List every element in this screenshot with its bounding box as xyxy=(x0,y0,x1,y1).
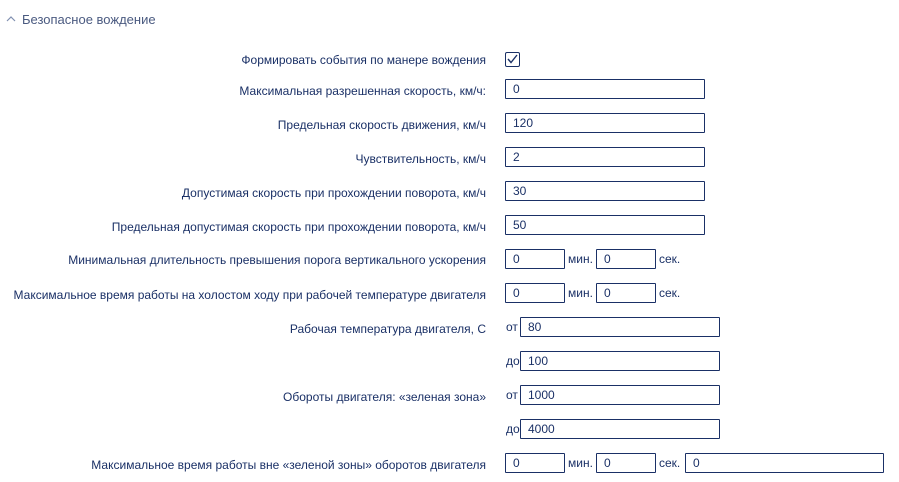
engine-temp-to-input[interactable] xyxy=(520,351,720,371)
sec-unit-label: сек. xyxy=(659,286,681,300)
form-events-checkbox[interactable] xyxy=(505,52,520,67)
outside-green-extra-input[interactable] xyxy=(685,453,884,473)
from-label: от xyxy=(506,388,518,402)
sec-unit-label: сек. xyxy=(659,456,681,470)
to-label: до xyxy=(506,354,520,368)
min-unit-label: мин. xyxy=(568,456,593,470)
turn-speed-label: Допустимая скорость при прохождении поворота, км/ч xyxy=(181,186,486,200)
engine-rpm-green-label: Обороты двигателя: «зеленая зона» xyxy=(283,390,486,404)
outside-green-min-input[interactable] xyxy=(505,453,565,473)
engine-rpm-to-input[interactable] xyxy=(520,419,720,439)
engine-temp-label: Рабочая температура двигателя, С xyxy=(289,322,486,336)
limit-turn-speed-label: Предельная допустимая скорость при прохождении поворота, км/ч xyxy=(111,220,486,234)
outside-green-sec-input[interactable] xyxy=(596,453,656,473)
limit-speed-input[interactable] xyxy=(505,113,705,133)
max-allowed-speed-label: Максимальная разрешенная скорость, км/ч: xyxy=(239,84,486,98)
section-header-safe-driving[interactable] xyxy=(6,9,156,29)
section-title: Безопасное вождение xyxy=(22,11,156,27)
max-time-outside-green-label: Максимальное время работы вне «зеленой зоны» оборотов двигателя xyxy=(91,458,486,472)
to-label: до xyxy=(506,422,520,436)
limit-turn-speed-input[interactable] xyxy=(505,215,705,235)
sensitivity-input[interactable] xyxy=(505,147,705,167)
turn-speed-input[interactable] xyxy=(505,181,705,201)
max-idle-time-label: Максимальное время работы на холостом ходу при рабочей температуре двигателя xyxy=(13,288,486,302)
max-allowed-speed-input[interactable] xyxy=(505,79,705,99)
max-idle-time-sec-input[interactable] xyxy=(596,283,656,303)
min-vertical-accel-sec-input[interactable] xyxy=(596,249,656,269)
min-unit-label: мин. xyxy=(568,286,593,300)
max-idle-time-min-input[interactable] xyxy=(505,283,565,303)
limit-speed-label: Предельная скорость движения, км/ч xyxy=(277,118,486,132)
sensitivity-label: Чувствительность, км/ч xyxy=(355,152,486,166)
min-unit-label: мин. xyxy=(568,252,593,266)
min-vertical-accel-label: Минимальная длительность превышения порога вертикального ускорения xyxy=(68,253,486,267)
engine-temp-from-input[interactable] xyxy=(520,317,720,337)
form-events-label: Формировать события по манере вождения xyxy=(241,53,486,67)
from-label: от xyxy=(506,320,518,334)
checkmark-icon xyxy=(507,51,518,69)
sec-unit-label: сек. xyxy=(659,252,681,266)
min-vertical-accel-min-input[interactable] xyxy=(505,249,565,269)
engine-rpm-from-input[interactable] xyxy=(520,385,720,405)
chevron-up-icon xyxy=(6,14,16,24)
